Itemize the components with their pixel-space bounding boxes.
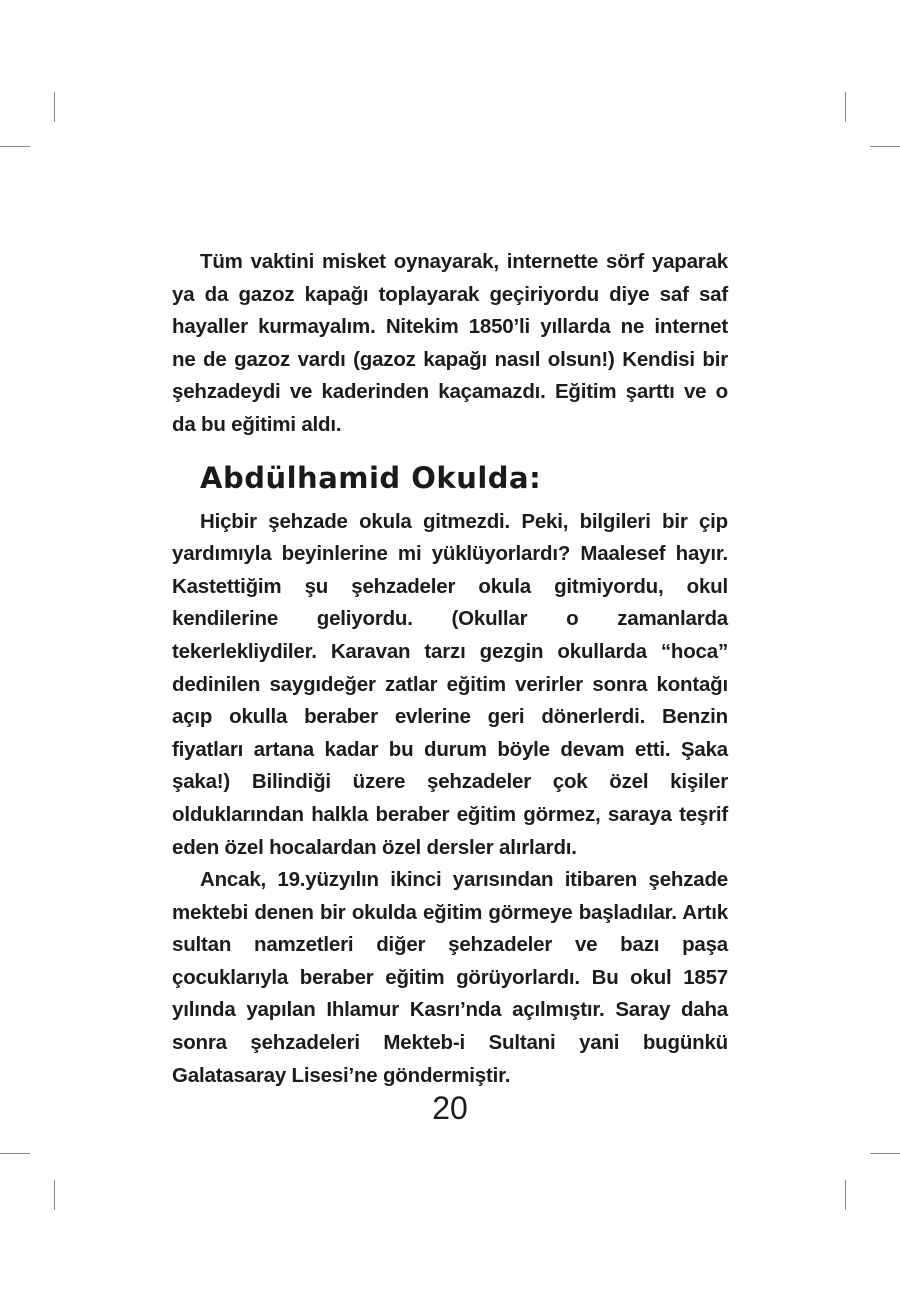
crop-mark-bottom-left-horizontal — [0, 1153, 30, 1154]
section-heading: Abdülhamid Okulda: — [200, 460, 542, 495]
crop-mark-top-right-vertical — [845, 92, 846, 122]
intro-paragraph: Tüm vaktini misket oynayarak, internette sörf yaparak ya da gazoz kapağı toplayarak geçiriyordu diye saf saf hayaller kurmayalım. Nitekim 1850’li yıllarda ne internet ne de gazoz vardı (gazoz kapağı nasıl olsun!) Kendisi bir şehzadeydi ve kaderinden kaçamazdı. Eğitim şarttı ve o da bu eğitimi aldı. — [172, 250, 728, 436]
crop-mark-top-left-horizontal — [0, 146, 30, 147]
page-body — [172, 246, 728, 1092]
paragraph-1: Hiçbir şehzade okula gitmezdi. Peki, bilgileri bir çip yardımıyla beyinlerine mi yüklüyorlardı? Maalesef hayır. Kastettiğim şu şehzadeler okula gitmiyordu, okul kendilerine geliyordu. (Okullar o zamanlarda tekerlekliydiler. Karavan tarzı gezgin okullarda “hoca” dedinilen saygıdeğer zatlar eğitim verirler sonra kontağı açıp okulla beraber evlerine geri dönerlerdi. Benzin fiyatları artana kadar bu durum böyle devam etti. Şaka şaka!) Bilindiği üzere şehzadeler çok özel kişiler olduklarından halkla beraber eğitim görmez, saraya teşrif eden özel hocalardan özel dersler alırlardı. — [172, 509, 728, 859]
crop-mark-bottom-left-vertical — [54, 1180, 55, 1210]
page-number: 20 — [432, 1090, 468, 1126]
crop-mark-bottom-right-vertical — [845, 1180, 846, 1210]
crop-mark-bottom-right-horizontal — [870, 1153, 900, 1154]
crop-mark-top-right-horizontal — [870, 146, 900, 147]
crop-mark-top-left-vertical — [54, 92, 55, 122]
paragraph-2: Ancak, 19.yüzyılın ikinci yarısından itibaren şehzade mektebi denen bir okulda eğitim görmeye başladılar. Artık sultan namzetleri diğer şehzadeler ve bazı paşa çocuklarıyla beraber eğitim görüyorlardı. Bu okul 1857 yılında yapılan Ihlamur Kasrı’nda açılmıştır. Saray daha sonra şehzadeleri Mekteb-i Sultani yani bugünkü Galatasaray Lisesi’ne göndermiştir. — [172, 868, 728, 1087]
